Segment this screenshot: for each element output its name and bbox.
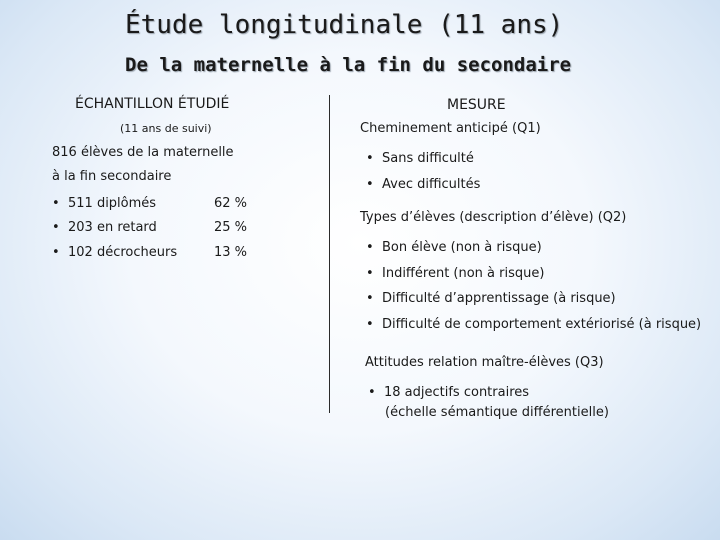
page-title: Étude longitudinale (11 ans) xyxy=(125,10,564,40)
sample-intro-line1: 816 élèves de la maternelle xyxy=(52,145,234,160)
sample-intro-line2: à la fin secondaire xyxy=(52,169,172,184)
sample-heading: ÉCHANTILLON ÉTUDIÉ xyxy=(75,96,230,112)
sample-row-graduates-label: • 511 diplômés xyxy=(52,196,156,211)
q1-label: Cheminement anticipé (Q1) xyxy=(360,121,541,136)
q2-item-behavior-difficulty: • Difficulté de comportement extériorisé (à risque) xyxy=(366,317,701,332)
sample-row-graduates-value: 62 % xyxy=(214,196,248,211)
q1-item-no-difficulty: • Sans difficulté xyxy=(366,151,474,166)
q3-item-line2: (échelle sémantique différentielle) xyxy=(385,405,609,420)
q2-item-indifferent: • Indifférent (non à risque) xyxy=(366,266,544,281)
sample-row-dropouts-value: 13 % xyxy=(214,245,248,260)
page-subtitle: De la maternelle à la fin du secondaire xyxy=(125,54,572,76)
q2-label: Types d’élèves (description d’élève) (Q2) xyxy=(360,210,627,225)
q3-item-line1: • 18 adjectifs contraires xyxy=(368,385,529,400)
q3-label: Attitudes relation maître-élèves (Q3) xyxy=(365,355,604,370)
column-divider xyxy=(329,95,330,413)
q1-item-difficulties: • Avec difficultés xyxy=(366,177,480,192)
sample-row-dropouts-label: • 102 décrocheurs xyxy=(52,245,177,260)
q2-item-learning-difficulty: • Difficulté d’apprentissage (à risque) xyxy=(366,291,616,306)
sample-row-late-label: • 203 en retard xyxy=(52,220,157,235)
measure-heading: MESURE xyxy=(447,97,506,113)
q2-item-good-student: • Bon élève (non à risque) xyxy=(366,240,542,255)
sample-row-late-value: 25 % xyxy=(214,220,248,235)
sample-subheading: (11 ans de suivi) xyxy=(120,122,212,135)
